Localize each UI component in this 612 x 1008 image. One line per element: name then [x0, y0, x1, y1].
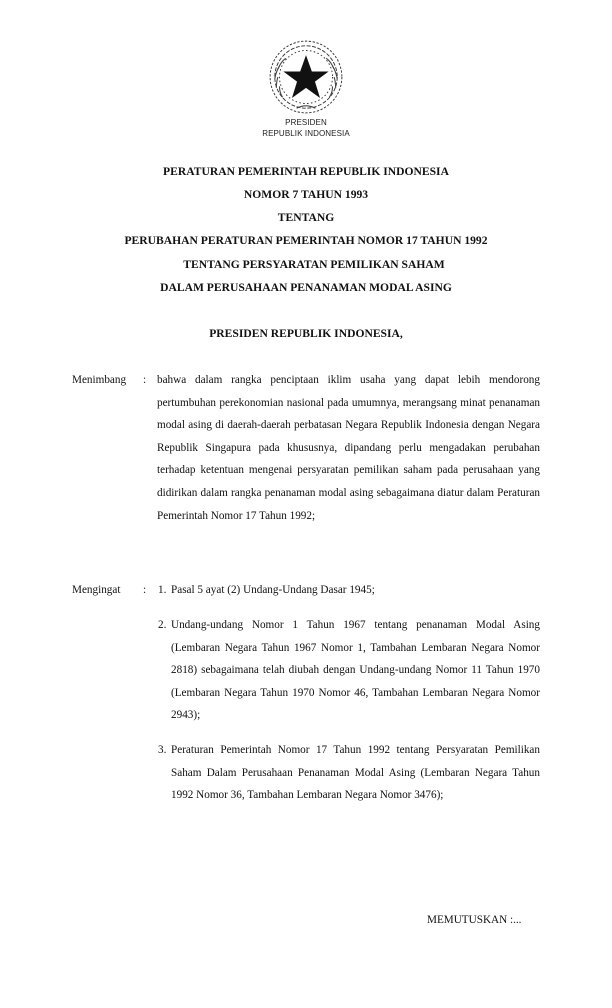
- mengingat-colon: :: [143, 584, 147, 596]
- menimbang-label: Menimbang: [72, 374, 127, 386]
- letterhead-presiden: PRESIDEN: [285, 118, 327, 127]
- memutuskan-continuation: MEMUTUSKAN :...: [427, 914, 522, 926]
- title-line-1: PERATURAN PEMERINTAH REPUBLIK INDONESIA: [163, 165, 449, 178]
- mengingat-label: Mengingat: [72, 584, 121, 596]
- mengingat-item-3-text: Peraturan Pemerintah Nomor 17 Tahun 1992 tentang Persyaratan Pemilikan Saham Dalam Perusahaan Penanaman Modal Asing (Lembaran Negara Tahun 1992 Nomor 36, Tambahan Lembaran Negara Nomor 3476);: [171, 744, 540, 802]
- title-line-3: TENTANG: [277, 211, 335, 224]
- title-line-6: DALAM PERUSAHAAN PENANAMAN MODAL ASING: [160, 281, 452, 294]
- title-line-5: TENTANG PERSYARATAN PEMILIKAN SAHAM: [183, 258, 445, 271]
- mengingat-item-3-number: 3.: [158, 744, 167, 756]
- mengingat-item-1-number: 1.: [158, 584, 167, 596]
- garuda-emblem-icon: [267, 38, 345, 116]
- title-line-2: NOMOR 7 TAHUN 1993: [243, 188, 369, 201]
- mengingat-item-2-text: Undang-undang Nomor 1 Tahun 1967 tentang penanaman Modal Asing (Lembaran Negara Tahun 1967 Nomor 1, Tambahan Lembaran Negara Nomor 2818) sebagaimana telah diubah dengan Undang-undang Nomor 11 Tahun 1970 (Lembaran Negara Tahun 1970 Nomor 46, Tambahan Lembaran Negara Nomor 2943);: [171, 619, 540, 722]
- menimbang-text: bahwa dalam rangka penciptaan iklim usaha yang dapat lebih mendorong pertumbuhan perekonomian nasional pada umumnya, merangsang minat penanaman modal asing di daerah-daerah perbatasan Negara Republik Indonesia dengan Negara Republik Singapura pada khususnya, dipandang perlu mengadakan perubahan terhadap ketentuan mengenai persyaratan pemilikan saham pada perusahaan yang didirikan dalam rangka penanaman modal asing sebagaimana diatur dalam Peraturan Pemerintah Nomor 17 Tahun 1992;: [157, 374, 540, 522]
- letterhead-republik-indonesia: REPUBLIK INDONESIA: [262, 129, 350, 138]
- menimbang-colon: :: [143, 374, 147, 386]
- issuer-heading: PRESIDEN REPUBLIK INDONESIA,: [209, 327, 403, 340]
- title-line-4: PERUBAHAN PERATURAN PEMERINTAH NOMOR 17 TAHUN 1992: [124, 234, 488, 247]
- mengingat-item-1-text: Pasal 5 ayat (2) Undang-Undang Dasar 1945;: [171, 584, 375, 596]
- mengingat-item-2-number: 2.: [158, 619, 167, 631]
